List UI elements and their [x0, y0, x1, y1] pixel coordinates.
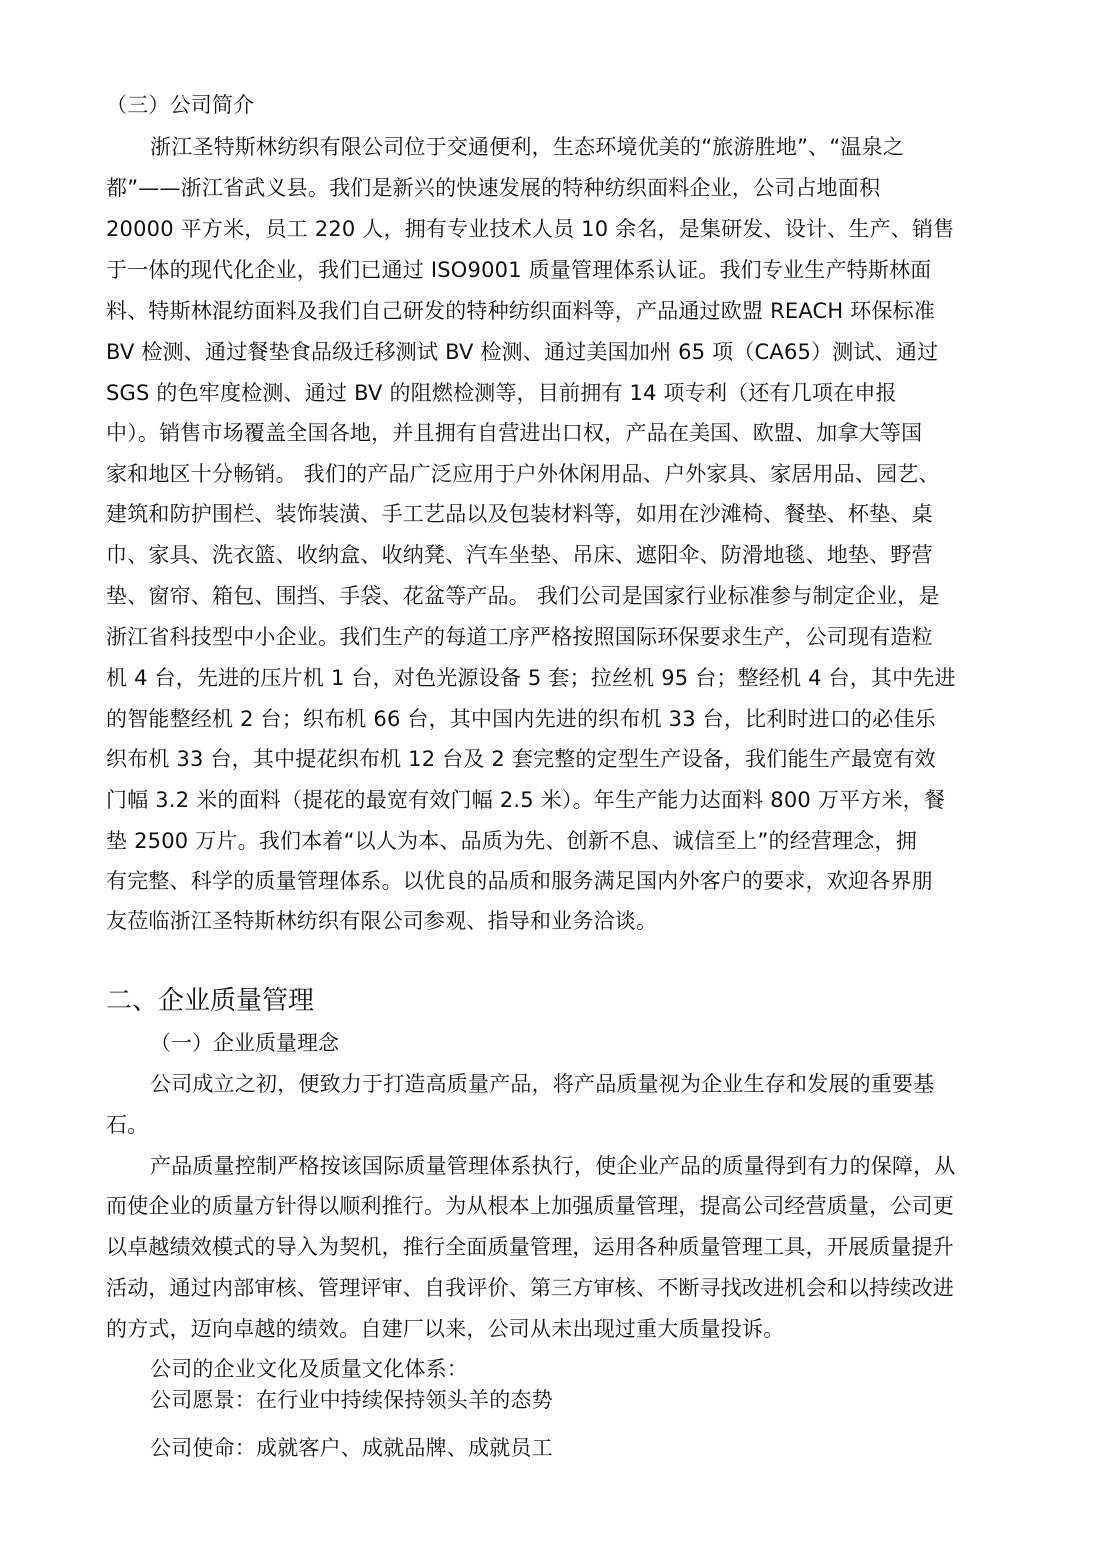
culture-intro: 公司的企业文化及质量文化体系：: [150, 1357, 468, 1381]
intro-line-14: 机 4 台，先进的压片机 1 台，对色光源设备 5 套；拉丝机 95 台；整经机 4 台，其中先进: [106, 666, 956, 690]
intro-line-6: BV 检测、通过餐垫食品级迁移测试 BV 检测、通过美国加州 65 项（CA65）测试、通过: [106, 340, 939, 364]
intro-line-18: 垫 2500 万片。我们本着“以人为本、品质为先、创新不息、诚信至上”的经营理念，拥: [106, 829, 917, 853]
intro-line-5: 料、特斯林混纺面料及我们自己研发的特种纺织面料等，产品通过欧盟 REACH 环保标准: [106, 299, 936, 323]
intro-line-2: 都”——浙江省武义县。我们是新兴的快速发展的特种纺织面料企业，公司占地面积: [106, 176, 881, 200]
intro-line-9: 家和地区十分畅销。 我们的产品广泛应用于户外休闲用品、户外家具、家居用品、园艺、: [106, 462, 940, 486]
intro-line-20: 友莅临浙江圣特斯林纺织有限公司参观、指导和业务洽谈。: [106, 909, 658, 933]
intro-line-8: 中）。销售市场覆盖全国各地，并且拥有自营进出口权，产品在美国、欧盟、加拿大等国: [106, 421, 923, 445]
intro-line-11: 巾、家具、洗衣篮、收纳盒、收纳凳、汽车坐垫、吊床、遮阳伞、防滑地毯、地垫、野营: [106, 543, 933, 567]
quality-para2-line-4: 活动，通过内部审核、管理评审、自我评价、第三方审核、不断寻找改进机会和以持续改进: [106, 1276, 954, 1300]
company-mission: 公司使命：成就客户、成就品牌、成就员工: [150, 1436, 553, 1460]
intro-line-1: 浙江圣特斯林纺织有限公司位于交通便利，生态环境优美的“旅游胜地”、“温泉之: [150, 135, 905, 159]
intro-line-16: 织布机 33 台，其中提花织布机 12 台及 2 套完整的定型生产设备，我们能生产最宽有效: [106, 747, 936, 771]
quality-para2-line-1: 产品质量控制严格按该国际质量管理体系执行，使企业产品的质量得到有力的保障，从: [150, 1154, 956, 1178]
intro-line-10: 建筑和防护围栏、装饰装潢、手工艺品以及包装材料等，如用在沙滩椅、餐垫、杯垫、桌: [106, 502, 933, 526]
intro-line-12: 垫、窗帘、箱包、围挡、手袋、花盆等产品。 我们公司是国家行业标准参与制定企业，是: [106, 584, 940, 608]
quality-para2-line-3: 以卓越绩效模式的导入为契机，推行全面质量管理，运用各种质量管理工具，开展质量提升: [106, 1235, 954, 1259]
intro-line-7: SGS 的色牢度检测、通过 BV 的阻燃检测等，目前拥有 14 项专利（还有几项在申报: [106, 381, 897, 405]
company-vision: 公司愿景：在行业中持续保持领头羊的态势: [150, 1388, 553, 1412]
intro-line-4: 于一体的现代化企业，我们已通过 ISO9001 质量管理体系认证。我们专业生产特斯林面: [106, 258, 932, 282]
section-title-quality-management: 二、企业质量管理: [106, 986, 315, 1016]
intro-line-17: 门幅 3.2 米的面料（提花的最宽有效门幅 2.5 米）。年生产能力达面料 800 万平方米，餐: [106, 788, 946, 812]
quality-para2-line-2: 而使企业的质量方针得以顺利推行。为从根本上加强质量管理，提高公司经营质量，公司更: [106, 1194, 954, 1218]
quality-para1-line-1: 公司成立之初，便致力于打造高质量产品，将产品质量视为企业生存和发展的重要基: [150, 1072, 935, 1096]
intro-line-15: 的智能整经机 2 台；织布机 66 台，其中国内先进的织布机 33 台，比利时进口的必佳乐: [106, 707, 936, 731]
quality-para2-line-5: 的方式，迈向卓越的绩效。自建厂以来，公司从未出现过重大质量投诉。: [106, 1317, 785, 1341]
quality-para1-line-2: 石。: [106, 1113, 149, 1137]
section-heading-company-intro: （三）公司简介: [106, 93, 255, 117]
intro-line-13: 浙江省科技型中小企业。我们生产的每道工序严格按照国际环保要求生产，公司现有造粒: [106, 625, 933, 649]
subsection-title-quality-philosophy: （一）企业质量理念: [150, 1031, 339, 1055]
intro-line-3: 20000 平方米，员工 220 人，拥有专业技术人员 10 余名，是集研发、设计、生产、销售: [106, 217, 955, 241]
intro-line-19: 有完整、科学的质量管理体系。以优良的品质和服务满足国内外客户的要求，欢迎各界朋: [106, 869, 933, 893]
